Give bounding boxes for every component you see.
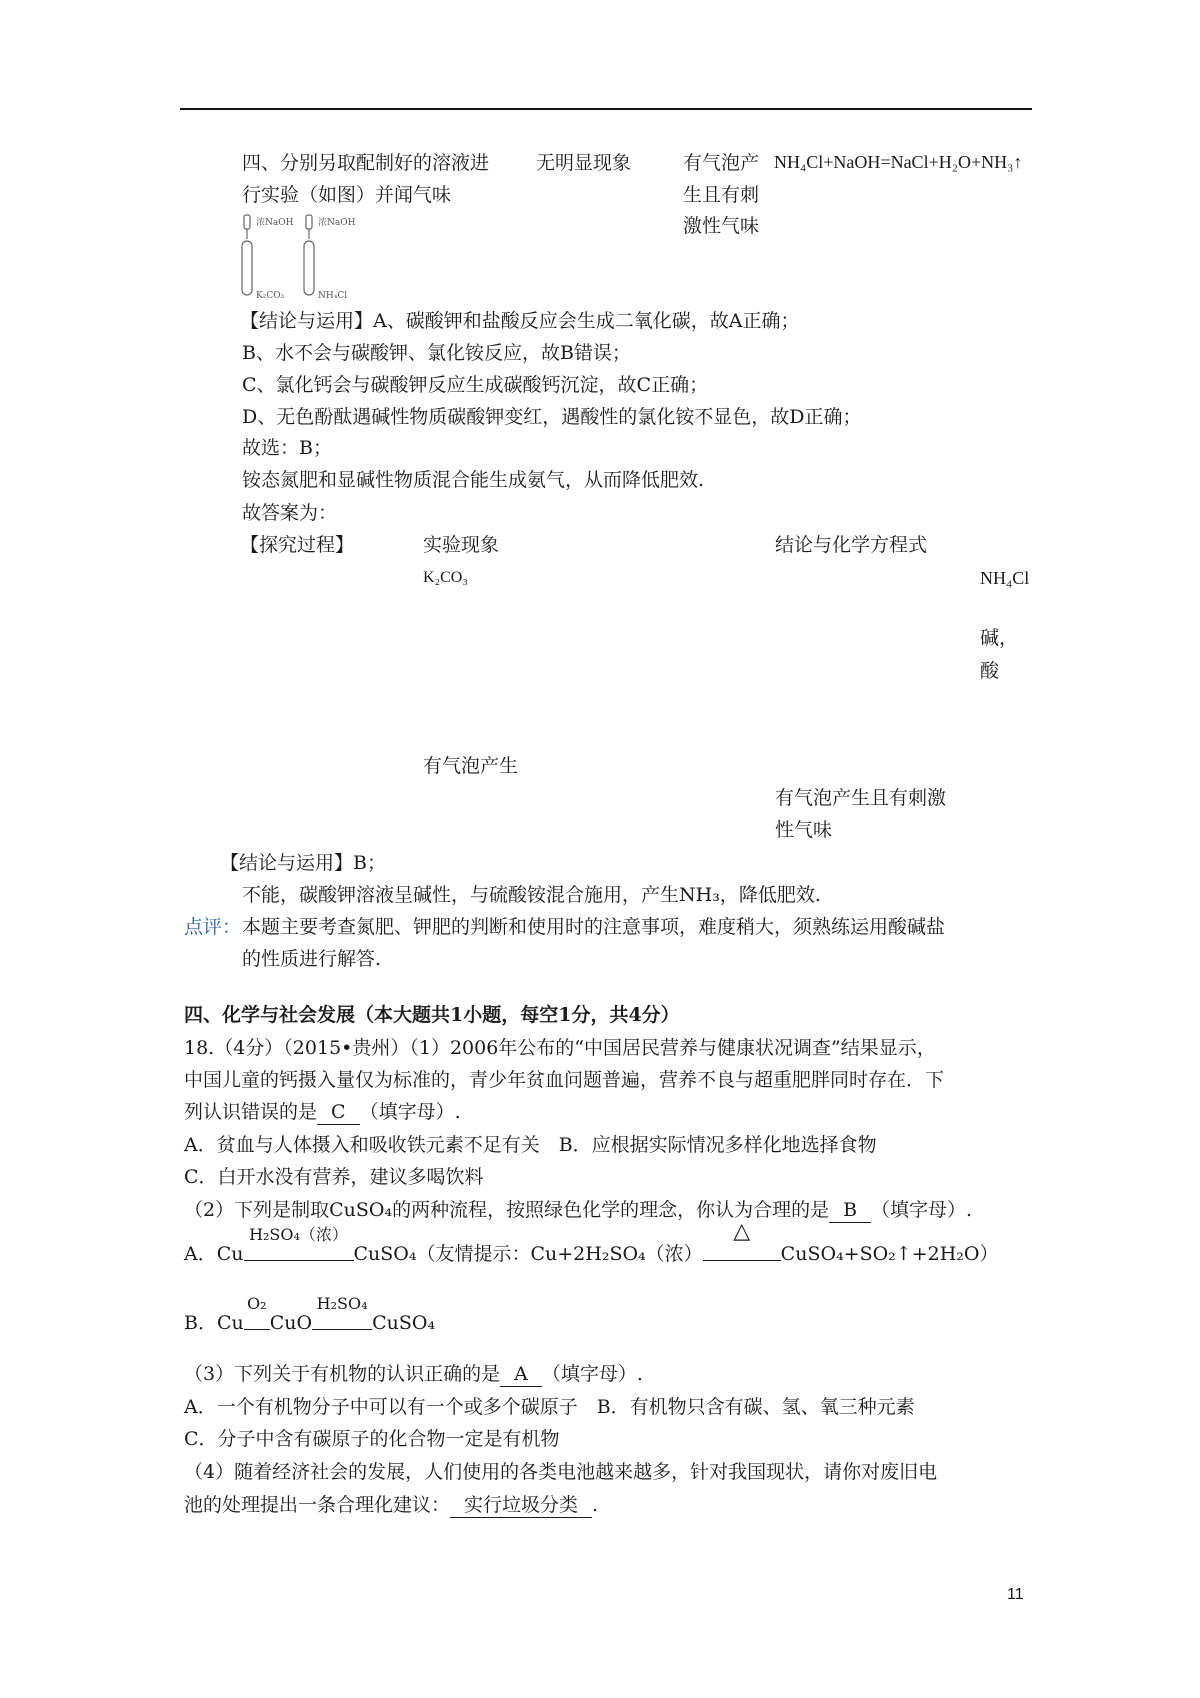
answer-phenomenon-2b: 性气味 [775,819,833,841]
answer-acid: 酸 [980,660,1000,682]
observation-bubbles-3: 激性气味 [683,215,760,237]
route-b [184,1294,436,1335]
question-4-line2 [184,1494,598,1518]
route-b-arrow-1 [244,1294,270,1335]
route-a-arrow [244,1225,354,1266]
question-3-options-ab: A．一个有机物分子中可以有一个或多个碳原子 B．有机物只含有碳、氢、氧三种元素 [184,1396,915,1418]
conclusion-a: 【结论与运用】A、碳酸钾和盐酸反应会生成二氧化碳，故A正确； [240,310,800,332]
answer-blank-4: 实行垃圾分类 [450,1494,592,1518]
route-a-products: CuSO₄+SO₂↑+2H₂O） [780,1243,999,1265]
test-tubes-figure [240,213,370,303]
observation-bubbles-1: 有气泡产 [683,152,760,174]
route-b-start: B．Cu [184,1312,244,1334]
question-4-suffix: . [592,1494,599,1516]
question-4-text: 池的处理提出一条合理化建议： [184,1494,451,1516]
header-rule [180,108,1032,110]
route-a-condition [703,1219,781,1266]
conclusion-c: C、氯化钙会与碳酸钾反应生成碳酸钙沉淀，故C正确； [242,374,709,396]
question-3-option-c: C．分子中含有碳原子的化合物一定是有机物 [184,1428,560,1450]
question-3-suffix: （填字母）. [541,1363,643,1385]
question-3-text: （3）下列关于有机物的认识正确的是 [184,1363,501,1385]
page-number: 11 [1007,1586,1024,1603]
answer-alkali: 碱， [980,627,1019,649]
conclusion-note: 铵态氮肥和显碱性物质混合能生成氨气，从而降低肥效. [242,469,705,491]
question-18-line1: 18.（4分）（2015•贵州）（1）2006年公布的“中国居民营养与健康状况调查”结果显示， [184,1037,936,1059]
route-b-reagent-1: O₂ [246,1294,267,1313]
question-18-line3-text: 列认识错误的是 [184,1101,318,1123]
comment-label: 点评： [184,916,242,938]
answer-header-phenomenon: 实验现象 [423,534,500,556]
answer-blank-3: A [500,1363,542,1387]
answer-nh4cl: NH₄Cl [980,568,1030,588]
question-3 [184,1363,643,1387]
equation-nh4cl: NH₄Cl+NaOH=NaCl+H₂O+NH₃↑ [774,152,1023,172]
final-conclusion-1: 【结论与运用】B； [220,852,386,874]
question-18-line2: 中国儿童的钙摄入量仅为标准的，青少年贫血问题普遍，营养不良与超重肥胖同时存在．下 [184,1069,945,1091]
option-ab: A．贫血与人体摄入和吸收铁元素不足有关 B．应根据实际情况多样化地选择食物 [184,1134,877,1156]
question-2 [184,1199,972,1223]
dropper-1-icon [244,215,250,229]
answer-phenomenon-2a: 有气泡产生且有刺激 [775,787,947,809]
question-18-line3-suffix: （填字母）. [359,1101,461,1123]
answer-header-conclusion: 结论与化学方程式 [775,534,928,556]
heat-triangle-icon: △ [733,1219,751,1244]
route-a-reagent: H₂SO₄（浓） [249,1225,348,1244]
route-b-end: CuSO₄ [372,1312,436,1334]
route-a [184,1219,999,1266]
answer-k2co3: K₂CO₃ [423,569,468,586]
answer-intro: 故答案为： [242,502,338,524]
question-2-text: （2）下列是制取CuSO₄的两种流程，按照绿色化学的理念，你认为合理的是 [184,1199,830,1221]
route-b-mid: CuO [269,1312,313,1334]
tube-2-solution-label: NH₄Cl [318,291,348,301]
step-text-2: 行实验（如图）并闻气味 [242,184,452,206]
tube-1-reagent-label: 浓NaOH [256,218,294,228]
route-b-arrow-2 [312,1294,372,1335]
route-b-reagent-2: H₂SO₄ [316,1294,368,1313]
conclusion-d: D、无色酚酞遇碱性物质碳酸钾变红，遇酸性的氯化铵不显色，故D正确； [242,406,862,428]
question-2-suffix: （填字母）. [871,1199,973,1221]
tube-2-reagent-label: 浓NaOH [318,218,356,228]
dropper-2-icon [306,215,312,229]
conclusion-choice: 故选：B； [242,437,332,459]
answer-phenomenon-1: 有气泡产生 [423,755,519,777]
comment-text-2: 的性质进行解答. [242,948,382,970]
final-conclusion-2: 不能，碳酸钾溶液呈碱性，与硫酸铵混合施用，产生NH₃，降低肥效. [242,884,821,906]
observation-none: 无明显现象 [536,152,632,174]
conclusion-b: B、水不会与碳酸钾、氯化铵反应，故B错误； [242,342,631,364]
answer-header-process: 【探究过程】 [240,534,355,556]
section-title: 四、化学与社会发展（本大题共1小题，每空1分，共4分） [184,1004,680,1026]
step-text-1: 四、分别另取配制好的溶液进 [242,152,490,174]
observation-bubbles-2: 生且有刺 [683,184,760,206]
test-tube-1-icon [242,241,252,295]
question-4-line1: （4）随着经济社会的发展，人们使用的各类电池越来越多，针对我国现状，请你对废旧电 [184,1461,938,1483]
route-a-end: CuSO₄（友情提示：Cu+2H₂SO₄（浓） [353,1243,703,1265]
option-c: C．白开水没有营养，建议多喝饮料 [184,1166,484,1188]
route-a-start: A．Cu [184,1243,244,1265]
answer-blank-1: C [317,1101,360,1125]
test-tube-2-icon [304,241,314,295]
tube-1-solution-label: K₂CO₃ [256,291,285,301]
comment-text-1: 本题主要考查氮肥、钾肥的判断和使用时的注意事项，难度稍大，须熟练运用酸碱盐 [242,916,946,938]
question-18-line3 [184,1101,461,1125]
answer-blank-2: B [829,1199,871,1223]
